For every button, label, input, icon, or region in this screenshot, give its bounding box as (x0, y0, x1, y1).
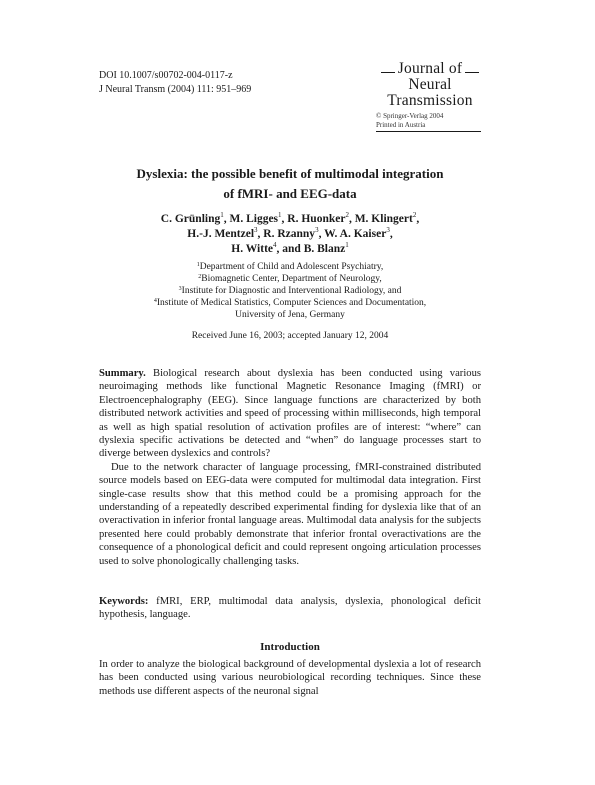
affiliation-text: University of Jena, Germany (235, 310, 345, 320)
header-rule (376, 131, 481, 132)
author-sep: , (318, 228, 325, 240)
article-meta (99, 69, 251, 96)
logo-rule-left (381, 72, 395, 73)
author-sep: , (389, 228, 393, 240)
author: H. Witte (231, 243, 274, 255)
summary-section (99, 367, 481, 568)
summary-paragraph (99, 367, 481, 461)
keywords-section (99, 595, 481, 622)
introduction-text: In order to analyze the biological background of developmental dyslexia a lot of research has been conducted using various neurobiological recording techniques. Since these methods use different aspects of the neuronal signal (99, 659, 481, 697)
logo-rule-right (465, 72, 479, 73)
affiliation (99, 297, 481, 309)
author-sep: , (416, 213, 420, 225)
copyright: © Springer-Verlag 2004 (376, 112, 444, 120)
citation: J Neural Transm (2004) 111: 951–969 (99, 83, 252, 95)
paper-title (99, 164, 481, 204)
summary-label: Summary. (99, 368, 146, 379)
affiliation-text: Institute for Diagnostic and Interventional Radiology, and (181, 286, 402, 296)
affiliations (99, 261, 481, 321)
journal-line-1 (376, 61, 484, 77)
author-sep: , and (276, 243, 304, 255)
summary-paragraph: Due to the network character of language processing, fMRI-constrained distributed source models based on EEG-data were computed for multimodal data integration. First single-case results show that this method could be a promising approach for the understanding of a repeatedly described experimental finding for dyslexia like that of an overactivation in inferior frontal language areas. Multimodal data analysis for the subjects presented here could probably demonstrate that inferior frontal overactivations are the consequence of a phonological deficit and could represent ongoing articulation processes used to solve phonologically challenging tasks. (99, 461, 481, 567)
affiliation-text: Institute of Medical Statistics, Computer Sciences and Documentation, (156, 298, 427, 308)
affiliation-text: Biomagnetic Center, Department of Neurology, (201, 274, 382, 284)
author-affiliation-mark: 1 (220, 211, 224, 219)
author: B. Blanz (303, 243, 346, 255)
author-line-3 (99, 242, 481, 257)
author: M. Klingert (354, 213, 413, 225)
publisher-info (376, 112, 443, 130)
received-dates: Received June 16, 2003; accepted January 12, 2004 (191, 331, 389, 341)
author-affiliation-mark: 2 (345, 211, 349, 219)
author-list (99, 212, 481, 257)
doi: DOI 10.1007/s00702-004-0117-z (99, 70, 233, 81)
author-line-1 (99, 212, 481, 227)
printed-in: Printed in Austria (376, 121, 426, 129)
affiliation-number: 1 (196, 262, 200, 268)
section-heading: Introduction (260, 641, 320, 653)
affiliation-number: 3 (178, 286, 182, 292)
author: H.-J. Mentzel (187, 228, 255, 240)
journal-name-part: Journal of (397, 60, 463, 77)
author: C. Grünling (160, 213, 221, 225)
affiliation-number: 4 (153, 298, 157, 304)
author-sep: , (257, 228, 264, 240)
summary-text: Biological research about dyslexia has been conducted using various neuroimaging methods like functional Magnetic Resonance Imaging (fMRI) or Electroencephalography (EEG). Since language functions are characterized by both distributed network activities and speed of processing within milliseconds, high temporal as well as high spatial resolution of activation profiles are of interest: “where” can dyslexia specific activations be detected and “when” do language processes start to diverge between dyslexics and controls? (99, 368, 481, 460)
author: M. Ligges (229, 213, 279, 225)
affiliation (99, 309, 481, 321)
author: R. Huonker (287, 213, 346, 225)
author-affiliation-mark: 3 (386, 226, 390, 234)
title-line-1: Dyslexia: the possible benefit of multimodal integration (136, 166, 444, 181)
title-line-2: of fMRI- and EEG-data (223, 186, 357, 201)
journal-line-3: Transmission (387, 92, 473, 109)
journal-line-2: Neural (408, 76, 452, 93)
affiliation-text: Department of Child and Adolescent Psychiatry, (199, 262, 384, 272)
affiliation-number: 2 (198, 274, 202, 280)
affiliation (99, 261, 481, 273)
keywords-text: fMRI, ERP, multimodal data analysis, dyslexia, phonological deficit hypothesis, language. (99, 596, 481, 621)
author-affiliation-mark: 4 (273, 241, 277, 249)
author: W. A. Kaiser (324, 228, 387, 240)
author-affiliation-mark: 1 (278, 211, 282, 219)
author-affiliation-mark: 2 (412, 211, 417, 219)
keywords-label: Keywords: (99, 596, 149, 607)
author-line-2 (99, 227, 481, 242)
author-sep: , (223, 213, 230, 225)
author-affiliation-mark: 3 (315, 226, 319, 234)
author: R. Rzanny (263, 228, 316, 240)
author-affiliation-mark: 3 (254, 226, 258, 234)
affiliation (99, 273, 481, 285)
affiliation (99, 285, 481, 297)
author-sep: , (281, 213, 288, 225)
author-sep: , (348, 213, 355, 225)
author-affiliation-mark: 1 (345, 241, 349, 249)
journal-logo (376, 61, 484, 109)
